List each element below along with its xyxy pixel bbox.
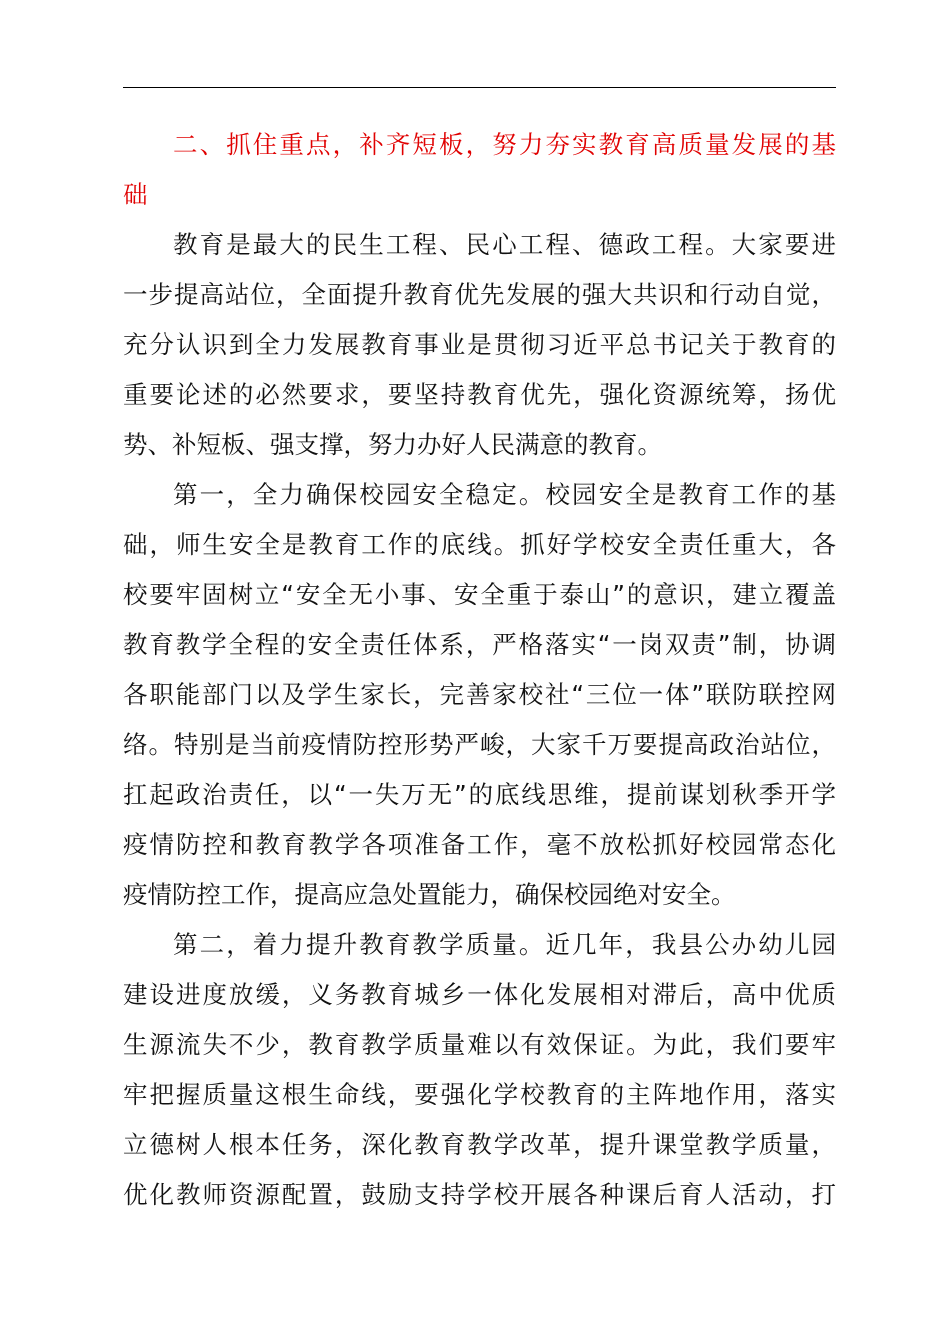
text-line: 础，师生安全是教育工作的底线。抓好学校安全责任重大，各 bbox=[123, 530, 836, 559]
text-line: 疫情防控工作，提高应急处置能力，确保校园绝对安全。 bbox=[123, 880, 736, 909]
text-line: 络。特别是当前疫情防控形势严峻，大家千万要提高政治站位， bbox=[123, 730, 836, 759]
text-line: 扛起政治责任，以“一失万无”的底线思维，提前谋划秋季开学 bbox=[123, 780, 836, 809]
text-line: 一步提高站位，全面提升教育优先发展的强大共识和行动自觉， bbox=[123, 280, 836, 309]
document-body bbox=[123, 120, 836, 1220]
text-line: 各职能部门以及学生家长，完善家校社“三位一体”联防联控网 bbox=[123, 680, 836, 709]
text-line: 校要牢固树立“安全无小事、安全重于泰山”的意识，建立覆盖 bbox=[123, 580, 836, 609]
paragraph-intro bbox=[123, 220, 836, 470]
paragraph-first bbox=[123, 470, 836, 920]
text-line: 立德树人根本任务，深化教育教学改革，提升课堂教学质量， bbox=[123, 1130, 836, 1159]
section-heading bbox=[123, 120, 836, 220]
text-line: 教育教学全程的安全责任体系，严格落实“一岗双责”制，协调 bbox=[123, 630, 836, 659]
text-line: 疫情防控和教育教学各项准备工作，毫不放松抓好校园常态化 bbox=[123, 830, 836, 859]
text-line: 重要论述的必然要求，要坚持教育优先，强化资源统筹，扬优 bbox=[123, 380, 836, 409]
text-line: 生源流失不少，教育教学质量难以有效保证。为此，我们要牢 bbox=[123, 1030, 836, 1059]
paragraph-second bbox=[123, 920, 836, 1220]
text-line: 第一，全力确保校园安全稳定。校园安全是教育工作的基 bbox=[173, 480, 836, 509]
text-line: 充分认识到全力发展教育事业是贯彻习近平总书记关于教育的 bbox=[123, 330, 836, 359]
text-line: 优化教师资源配置，鼓励支持学校开展各种课后育人活动，打 bbox=[123, 1180, 836, 1209]
text-line: 第二，着力提升教育教学质量。近几年，我县公办幼儿园 bbox=[173, 930, 836, 959]
header-rule bbox=[123, 87, 836, 88]
text-line: 建设进度放缓，义务教育城乡一体化发展相对滞后，高中优质 bbox=[123, 980, 836, 1009]
heading-line: 础 bbox=[123, 180, 148, 209]
text-line: 牢把握质量这根生命线，要强化学校教育的主阵地作用，落实 bbox=[123, 1080, 836, 1109]
text-line: 势、补短板、强支撑，努力办好人民满意的教育。 bbox=[123, 430, 662, 459]
heading-line: 二、抓住重点，补齐短板，努力夯实教育高质量发展的基 bbox=[173, 130, 836, 159]
text-line: 教育是最大的民生工程、民心工程、德政工程。大家要进 bbox=[173, 230, 836, 259]
